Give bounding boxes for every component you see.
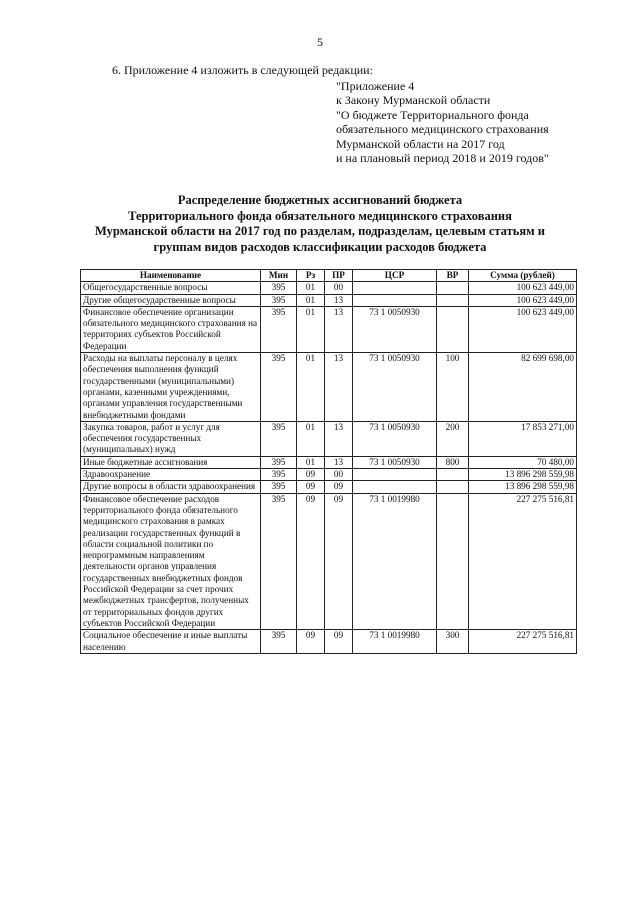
row-name: Финансовое обеспечение организации обязательного медицинского страхования на территориях субъектов Российской Федерации — [81, 306, 261, 352]
title-line: Распределение бюджетных ассигнований бюджета — [177, 193, 463, 207]
row-vr — [437, 306, 469, 352]
row-name: Другие общегосударственные вопросы — [81, 294, 261, 306]
row-name: Закупка товаров, работ и услуг для обеспечения государственных (муниципальных) нужд — [81, 421, 261, 456]
column-header-vr: ВР — [437, 270, 469, 282]
row-vr — [437, 294, 469, 306]
title-line: Территориального фонда обязательного медицинского страхования — [128, 208, 512, 223]
row-csr: 73 1 0019980 — [353, 630, 437, 654]
row-name: Здравоохранение — [81, 469, 261, 481]
row-rz: 01 — [297, 456, 325, 468]
row-sum: 17 853 271,00 — [469, 421, 577, 456]
row-vr — [437, 282, 469, 294]
row-rz: 09 — [297, 630, 325, 654]
column-header-csr: ЦСР — [353, 270, 437, 282]
row-pr: 13 — [325, 456, 353, 468]
row-csr: 73 1 0050930 — [353, 421, 437, 456]
row-rz: 09 — [297, 469, 325, 481]
row-vr: 300 — [437, 630, 469, 654]
row-min: 395 — [261, 456, 297, 468]
row-pr: 13 — [325, 353, 353, 422]
row-sum: 100 623 449,00 — [469, 306, 577, 352]
row-rz: 09 — [297, 493, 325, 630]
table-row — [81, 306, 577, 352]
table-header-row — [81, 270, 577, 282]
document-title — [60, 193, 580, 255]
table-row — [81, 294, 577, 306]
row-csr: 73 1 0050930 — [353, 456, 437, 468]
column-header-name: Наименование — [81, 270, 261, 282]
row-sum: 227 275 516,81 — [469, 630, 577, 654]
row-min: 395 — [261, 306, 297, 352]
appendix-line: обязательного медицинского страхования — [336, 122, 549, 137]
row-csr — [353, 294, 437, 306]
row-csr: 73 1 0050930 — [353, 306, 437, 352]
appendix-line: и на плановый период 2018 и 2019 годов" — [336, 151, 549, 166]
row-rz: 01 — [297, 282, 325, 294]
row-rz: 01 — [297, 306, 325, 352]
appendix-line: "Приложение 4 — [336, 79, 415, 93]
row-csr: 73 1 0050930 — [353, 353, 437, 422]
column-header-pr: ПР — [325, 270, 353, 282]
row-pr: 09 — [325, 493, 353, 630]
appendix-header — [336, 79, 549, 165]
title-line: Мурманской области на 2017 год по разделам, подразделам, целевым статьям и — [95, 224, 545, 238]
table-row — [81, 421, 577, 456]
appendix-line: Мурманской области на 2017 год — [336, 136, 505, 151]
row-sum: 100 623 449,00 — [469, 294, 577, 306]
row-rz: 09 — [297, 481, 325, 493]
row-sum: 82 699 698,00 — [469, 353, 577, 422]
row-min: 395 — [261, 421, 297, 456]
row-rz: 01 — [297, 421, 325, 456]
table-row — [81, 469, 577, 481]
table-row — [81, 630, 577, 654]
page-number: 5 — [317, 35, 323, 49]
row-name: Социальное обеспечение и иные выплаты населению — [81, 630, 261, 654]
row-sum: 227 275 516,81 — [469, 493, 577, 630]
row-sum: 13 896 298 559,98 — [469, 481, 577, 493]
row-vr: 800 — [437, 456, 469, 468]
row-csr: 73 1 0019980 — [353, 493, 437, 630]
table-row — [81, 282, 577, 294]
row-vr — [437, 469, 469, 481]
row-pr: 00 — [325, 469, 353, 481]
row-sum: 70 480,00 — [469, 456, 577, 468]
budget-table — [80, 269, 577, 654]
row-csr — [353, 282, 437, 294]
row-pr: 13 — [325, 421, 353, 456]
row-min: 395 — [261, 294, 297, 306]
row-min: 395 — [261, 630, 297, 654]
row-pr: 09 — [325, 481, 353, 493]
row-min: 395 — [261, 282, 297, 294]
row-min: 395 — [261, 469, 297, 481]
row-pr: 09 — [325, 630, 353, 654]
row-min: 395 — [261, 353, 297, 422]
row-name: Другие вопросы в области здравоохранения — [81, 481, 261, 493]
row-name: Иные бюджетные ассигнования — [81, 456, 261, 468]
row-sum: 100 623 449,00 — [469, 282, 577, 294]
title-line: группам видов расходов классификации расходов бюджета — [153, 239, 487, 254]
row-rz: 01 — [297, 353, 325, 422]
row-vr: 100 — [437, 353, 469, 422]
row-name: Финансовое обеспечение расходов территориального фонда обязательного медицинского страхования в рамках реализации государственных функций в области социальной политики по непрограммным направлениям деятельности органов управления государственных внебюджетных фондов Российской Федерации за счет прочих межбюджетных трансфертов, полученных от территориальных фондов других субъектов Российской Федерации — [81, 493, 261, 630]
appendix-line: "О бюджете Территориального фонда — [336, 107, 529, 122]
row-csr — [353, 469, 437, 481]
row-vr — [437, 481, 469, 493]
table-row — [81, 493, 577, 630]
row-vr — [437, 493, 469, 630]
table-row — [81, 481, 577, 493]
row-rz: 01 — [297, 294, 325, 306]
row-min: 395 — [261, 493, 297, 630]
row-vr: 200 — [437, 421, 469, 456]
appendix-line: к Закону Мурманской области — [336, 93, 491, 108]
table-row — [81, 456, 577, 468]
row-pr: 13 — [325, 294, 353, 306]
row-min: 395 — [261, 481, 297, 493]
row-pr: 00 — [325, 282, 353, 294]
row-pr: 13 — [325, 306, 353, 352]
row-csr — [353, 481, 437, 493]
row-name: Общегосударственные вопросы — [81, 282, 261, 294]
row-name: Расходы на выплаты персоналу в целях обеспечения выполнения функций государственными (муниципальными) органами, казенными учреждениями, органами управления государственными внебюджетными фондами — [81, 353, 261, 422]
table-row — [81, 353, 577, 422]
amendment-instruction: 6. Приложение 4 изложить в следующей редакции: — [112, 63, 373, 77]
column-header-sum: Сумма (рублей) — [469, 270, 577, 282]
column-header-rz: Рз — [297, 270, 325, 282]
column-header-min: Мин — [261, 270, 297, 282]
row-sum: 13 896 298 559,98 — [469, 469, 577, 481]
